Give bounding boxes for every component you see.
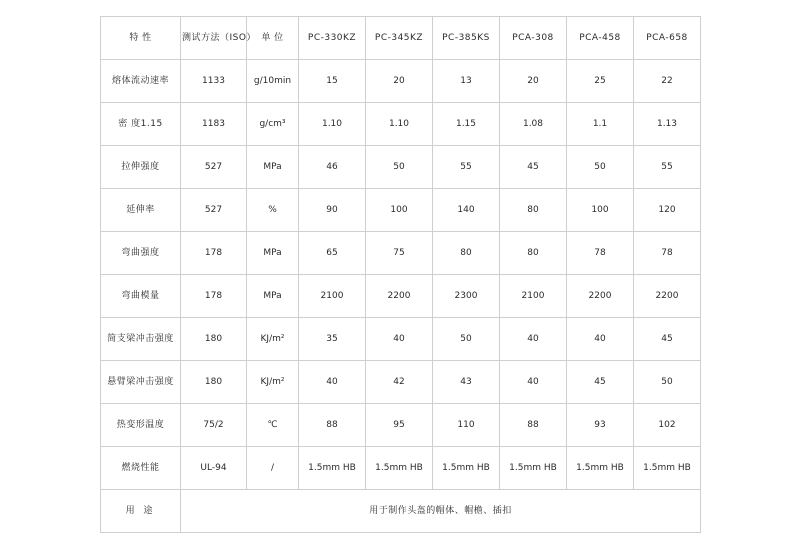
row-property: 热变形温度 (101, 404, 181, 447)
row-value: 25 (567, 60, 634, 103)
row-value: 50 (433, 318, 500, 361)
row-method: 178 (181, 232, 247, 275)
header-cell-pc-345kz: PC-345KZ (366, 17, 433, 60)
table-row (101, 361, 701, 404)
table-row (101, 60, 701, 103)
row-property: 延伸率 (101, 189, 181, 232)
row-value: 1.5mm HB (634, 447, 701, 490)
row-value: 1.08 (500, 103, 567, 146)
row-value: 1.5mm HB (567, 447, 634, 490)
row-value: 55 (433, 146, 500, 189)
row-value: 55 (634, 146, 701, 189)
row-method: 527 (181, 189, 247, 232)
row-value: 75 (366, 232, 433, 275)
row-value: 95 (366, 404, 433, 447)
row-value: 1.5mm HB (299, 447, 366, 490)
row-value: 40 (500, 361, 567, 404)
row-value: 100 (366, 189, 433, 232)
row-value: 78 (567, 232, 634, 275)
row-property: 燃烧性能 (101, 447, 181, 490)
row-value: 50 (567, 146, 634, 189)
row-value: 102 (634, 404, 701, 447)
row-value: 120 (634, 189, 701, 232)
row-value: 2200 (634, 275, 701, 318)
row-unit: MPa (247, 146, 299, 189)
row-value: 45 (634, 318, 701, 361)
row-value: 2300 (433, 275, 500, 318)
row-method: 180 (181, 361, 247, 404)
row-property: 弯曲模量 (101, 275, 181, 318)
row-value: 50 (634, 361, 701, 404)
specification-table (100, 16, 701, 533)
table-row (101, 404, 701, 447)
table-row (101, 275, 701, 318)
row-value: 1.1 (567, 103, 634, 146)
header-cell-pca-308: PCA-308 (500, 17, 567, 60)
row-property: 弯曲强度 (101, 232, 181, 275)
header-cell-method: 测试方法（ISO） (181, 17, 247, 60)
row-value: 22 (634, 60, 701, 103)
row-method: 75/2 (181, 404, 247, 447)
row-value: 35 (299, 318, 366, 361)
row-value: 40 (299, 361, 366, 404)
row-unit: g/10min (247, 60, 299, 103)
row-value: 88 (500, 404, 567, 447)
row-value: 80 (500, 232, 567, 275)
header-cell-pc-330kz: PC-330KZ (299, 17, 366, 60)
row-method: 180 (181, 318, 247, 361)
row-value: 110 (433, 404, 500, 447)
row-value: 43 (433, 361, 500, 404)
row-value: 1.13 (634, 103, 701, 146)
table-header-row (101, 17, 701, 60)
header-cell-pca-458: PCA-458 (567, 17, 634, 60)
row-value: 20 (366, 60, 433, 103)
row-property: 简支梁冲击强度 (101, 318, 181, 361)
row-unit: % (247, 189, 299, 232)
row-property: 密 度1.15 (101, 103, 181, 146)
row-value: 1.5mm HB (433, 447, 500, 490)
row-value: 140 (433, 189, 500, 232)
row-value: 88 (299, 404, 366, 447)
usage-value: 用于制作头盔的帽体、帽檐、插扣 (181, 490, 701, 533)
row-unit: MPa (247, 232, 299, 275)
row-value: 20 (500, 60, 567, 103)
header-cell-pca-658: PCA-658 (634, 17, 701, 60)
row-unit: KJ/m² (247, 361, 299, 404)
header-cell-unit: 单 位 (247, 17, 299, 60)
table-row (101, 232, 701, 275)
table-row (101, 146, 701, 189)
row-value: 2100 (500, 275, 567, 318)
row-value: 50 (366, 146, 433, 189)
spec-table-container (100, 16, 700, 533)
table-row (101, 318, 701, 361)
row-property: 悬臂梁冲击强度 (101, 361, 181, 404)
table-row (101, 447, 701, 490)
row-value: 46 (299, 146, 366, 189)
table-row (101, 103, 701, 146)
row-value: 42 (366, 361, 433, 404)
row-value: 1.10 (299, 103, 366, 146)
row-value: 45 (500, 146, 567, 189)
row-unit: g/cm³ (247, 103, 299, 146)
row-value: 40 (500, 318, 567, 361)
row-value: 1.10 (366, 103, 433, 146)
row-value: 1.5mm HB (500, 447, 567, 490)
row-value: 13 (433, 60, 500, 103)
row-value: 2200 (567, 275, 634, 318)
row-value: 40 (567, 318, 634, 361)
row-value: 2100 (299, 275, 366, 318)
row-method: 527 (181, 146, 247, 189)
usage-label: 用 途 (101, 490, 181, 533)
table-row (101, 189, 701, 232)
row-unit: ℃ (247, 404, 299, 447)
row-unit: MPa (247, 275, 299, 318)
row-value: 80 (500, 189, 567, 232)
row-value: 93 (567, 404, 634, 447)
row-property: 熔体流动速率 (101, 60, 181, 103)
row-value: 15 (299, 60, 366, 103)
row-method: 1133 (181, 60, 247, 103)
row-unit: KJ/m² (247, 318, 299, 361)
row-property: 拉伸强度 (101, 146, 181, 189)
row-value: 65 (299, 232, 366, 275)
table-footer-row (101, 490, 701, 533)
row-value: 45 (567, 361, 634, 404)
row-value: 78 (634, 232, 701, 275)
header-cell-property: 特 性 (101, 17, 181, 60)
row-method: 178 (181, 275, 247, 318)
header-cell-pc-385ks: PC-385KS (433, 17, 500, 60)
row-value: 1.15 (433, 103, 500, 146)
row-unit: / (247, 447, 299, 490)
row-method: 1183 (181, 103, 247, 146)
row-value: 80 (433, 232, 500, 275)
row-method: UL-94 (181, 447, 247, 490)
row-value: 2200 (366, 275, 433, 318)
row-value: 90 (299, 189, 366, 232)
row-value: 40 (366, 318, 433, 361)
row-value: 1.5mm HB (366, 447, 433, 490)
row-value: 100 (567, 189, 634, 232)
